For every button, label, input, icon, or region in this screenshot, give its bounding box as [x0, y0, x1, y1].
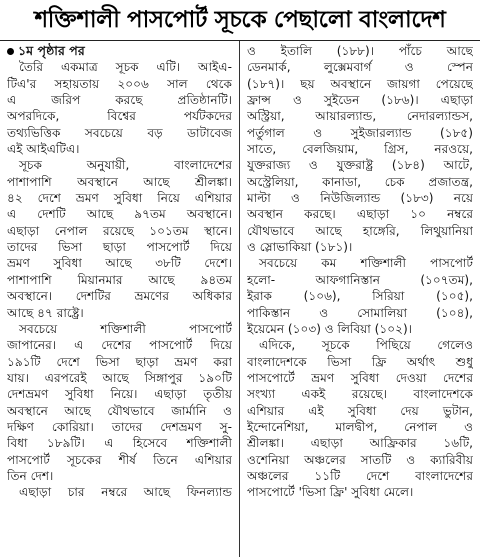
article-line: সবচেয়ে শক্তিশালী পাসপোর্ট — [19, 321, 232, 336]
article-line: যুক্তরাজ্য ও যুক্তরাষ্ট্র (১৮৪) আটে, — [247, 158, 473, 173]
article-line: এ জরিপ করছে প্রতিষ্ঠানটি। — [7, 93, 232, 108]
bullet-icon — [7, 48, 14, 55]
article-line: ডেনমার্ক, লুক্সেমবার্গ ও স্পেন — [247, 60, 473, 75]
article-line: পাশাপাশি অবস্থানে আছে শ্রীলঙ্কা। — [7, 174, 232, 189]
article-line: যৌথভাবে আছে হাঙ্গেরি, লিথুয়ানিয়া — [247, 223, 473, 238]
article-line: আছে ৪৭ রাষ্ট্রে। — [7, 305, 84, 320]
article-line: ফ্রান্স ও সুইডেন (১৮৬)। এছাড়া — [247, 93, 473, 108]
article-line: (১৮৭)। ছয় অবস্থানে জায়গা পেয়েছে — [247, 76, 473, 91]
article-line: দেশভ্রমণ সুবিধা নিয়ে। এছাড়া তৃতীয় — [7, 387, 232, 402]
article-line: এদিকে, সূচকে পিছিয়ে গেলেও — [259, 338, 473, 353]
article-line: পাসপোর্ট সূচকের শীর্ষ তিনে এশিয়ার — [7, 452, 232, 467]
article-line: অঞ্চলের ১১টি দেশে বাংলাদেশের — [247, 468, 473, 483]
article-line: শ্রীলঙ্কা। এছাড়া আফ্রিকার ১৬টি, — [247, 436, 473, 451]
article-line: অবস্থানে আছে যৌথভাবে জার্মানি ও — [7, 403, 232, 418]
left-column — [0, 41, 240, 557]
article-line: বাংলাদেশকে ভিসা ফ্রি অর্থাৎ শুধু — [247, 354, 473, 369]
article-line: এছাড়া চার নম্বরে আছে ফিনল্যান্ড — [19, 485, 232, 500]
article-line: মাল্টা ও নিউজিল্যান্ড (১৮৩) নয়ে — [247, 191, 473, 206]
article-line: অবস্থানে। দেশটির ভ্রমণের অধিকার — [7, 289, 232, 304]
article-line: ইয়েমেন (১০৩) ও লিবিয়া (১০২)। — [247, 321, 412, 336]
article-line: এশিয়ার এই সুবিধা দেয় ভুটান, — [247, 403, 473, 418]
article-line: ভ্রমণ সুবিধা আছে ৩৮টি দেশে। — [7, 256, 232, 271]
article-line: ও স্লোভাকিয়া (১৮১)। — [247, 240, 353, 255]
article-line: তথ্যভিত্তিক সবচেয়ে বড় ডাটাবেজ — [7, 125, 232, 140]
article-line: যায়। এরপরেই আছে সিঙ্গাপুর ১৯০টি — [7, 370, 232, 385]
article-line: অস্ট্রিয়া, আয়ারল্যান্ড, নেদারল্যান্ডস, — [247, 109, 473, 124]
article-line: ওশেনিয়া অঞ্চলের সাতটি ও ক্যারিবীয় — [247, 452, 473, 467]
article-line: অস্ট্রেলিয়া, কানাডা, চেক প্রজাতন্ত্র, — [247, 174, 473, 189]
article-line: ১৯১টি দেশে ভিসা ছাড়া ভ্রমণ করা — [7, 354, 232, 369]
article-line: পর্তুগাল ও সুইজারল্যান্ড (১৮৫) — [247, 125, 473, 140]
article-line: এছাড়া নেপাল রয়েছে ১০১তম স্থানে। — [7, 223, 232, 238]
article-line: তৈরি একমাত্র সূচক এটি। আইএ- — [19, 60, 232, 75]
article-line: টিএ'র সহায়তায় ২০০৬ সাল থেকে — [7, 76, 232, 91]
article-line: সাতে, বেলজিয়াম, গ্রিস, নরওয়ে, — [247, 142, 473, 157]
article-line: ইন্দোনেশিয়া, মালদ্বীপ, নেপাল ও — [247, 419, 473, 434]
article-line: সবচেয়ে কম শক্তিশালী পাসপোর্ট — [259, 256, 473, 271]
article-line: সংখ্যা একই রয়েছে। বাংলাদেশকে — [247, 387, 473, 402]
article-line: এ দেশটি আছে ৯৭তম অবস্থানে। — [7, 207, 232, 222]
article-line: অপরদিকে, বিশ্বের পর্যটকদের — [7, 109, 232, 124]
article-line: হলো- আফগানিস্তান (১০৭তম), — [247, 272, 473, 287]
article-line: পাসপোর্টে ভ্রমণ সুবিধা দেওয়া দেশের — [247, 370, 473, 385]
article-line: অবস্থান করছে। এছাড়া ১০ নম্বরে — [247, 207, 473, 222]
article-line: জাপানের। এ দেশের পাসপোর্ট দিয়ে — [7, 338, 232, 353]
article-line: দক্ষিণ কোরিয়া। তাদের দেশভ্রমণ সু- — [7, 419, 232, 434]
article-columns — [0, 41, 480, 557]
article-line: বিধা ১৮৯টি। এ হিসেবে শক্তিশালী — [7, 436, 232, 451]
article-line: ৪২ দেশে ভ্রমণ সুবিধা নিয়ে এশিয়ার — [7, 191, 232, 206]
continued-from-marker — [7, 43, 232, 59]
article-line: ও ইতালি (১৮৮)। পাঁচে আছে — [247, 44, 473, 58]
article-line: সূচক অনুযায়ী, বাংলাদেশের — [19, 158, 232, 173]
article-line: তাদের ভিসা ছাড়া পাসপোর্ট দিয়ে — [7, 240, 232, 255]
article-line: ইরাক (১০৬), সিরিয়া (১০৫), — [247, 289, 473, 304]
article-line: পাসপোর্টে 'ভিসা ফ্রি' সুবিধা মেলে। — [247, 485, 414, 500]
jump-label: ১ম পৃষ্ঠার পর — [18, 43, 85, 58]
headline: শক্তিশালী পাসপোর্ট সূচকে পেছালো বাংলাদেশ — [0, 0, 480, 41]
article-line: তিন দেশ। — [7, 468, 54, 483]
article-line: পাকিস্তান ও সোমালিয়া (১০৪), — [247, 305, 473, 320]
article-line: এই আইএটিএ। — [7, 142, 80, 157]
article-line: পাশাপাশি মিয়ানমার আছে ৯৪তম — [7, 272, 232, 287]
right-column — [240, 41, 480, 557]
